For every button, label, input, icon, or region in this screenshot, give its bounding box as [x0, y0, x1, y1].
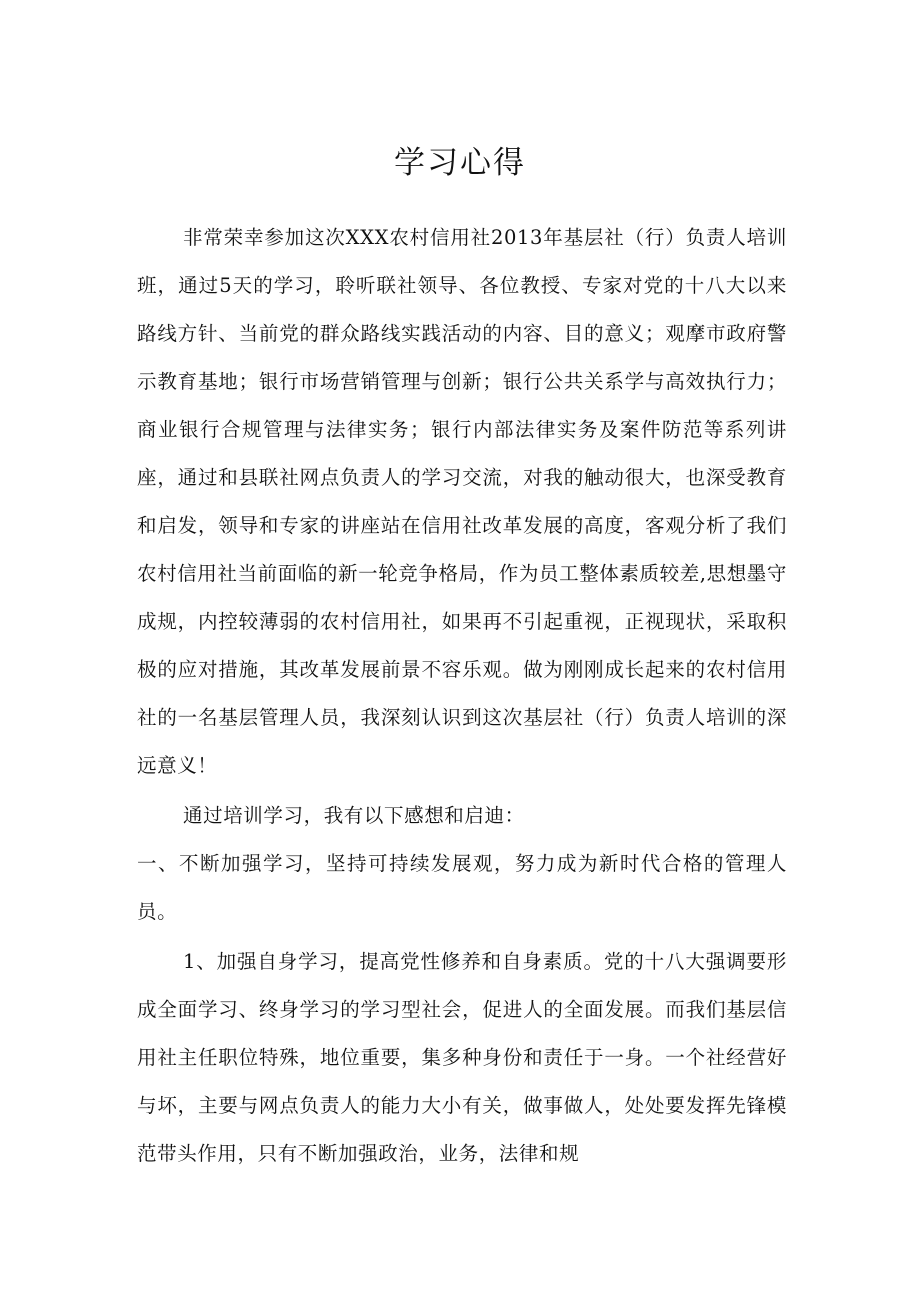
paragraph-point-one: 1、加强自身学习，提高党性修养和自身素质。党的十八大强调要形成全面学习、终身学习的学习型社会，促进人的全面发展。而我们基层信用社主任职位特殊，地位重要，集多种身份和责任于一身。一个社经营好与坏，主要与网点负责人的能力大小有关，做事做人，处处要发挥先锋模范带头作用，只有不断加强政治，业务，法律和规 — [137, 950, 787, 1165]
paragraph-lead-in: 通过培训学习，我有以下感想和启迪： — [183, 804, 525, 827]
section-heading-one: 一、不断加强学习，坚持可持续发展观，努力成为新时代合格的管理人员。 — [137, 852, 787, 923]
paragraph-intro: 非常荣幸参加这次XXX农村信用社2013年基层社（行）负责人培训班，通过5天的学习，聆听联社领导、各位教授、专家对党的十八大以来路线方针、当前党的群众路线实践活动的内容、目的意义；观摩市政府警示教育基地；银行市场营销管理与创新；银行公共关系学与高效执行力；商业银行合规管理与法律实务；银行内部法律实务及案件防范等系列讲座，通过和县联社网点负责人的学习交流，对我的触动很大，也深受教育和启发，领导和专家的讲座站在信用社改革发展的高度，客观分析了我们农村信用社当前面临的新一轮竞争格局，作为员工整体素质较差,思想墨守成规，内控较薄弱的农村信用社，如果再不引起重视，正视现状，采取积极的应对措施，其改革发展前景不容乐观。做为刚刚成长起来的农村信用社的一名基层管理人员，我深刻认识到这次基层社（行）负责人培训的深远意义！ — [137, 226, 787, 777]
document-body — [137, 214, 787, 1178]
document-title: 学习心得 — [394, 145, 526, 181]
